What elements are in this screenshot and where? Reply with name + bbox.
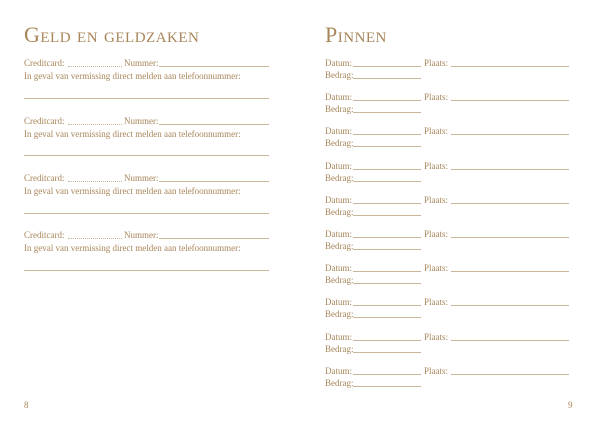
loss-instruction: In geval van vermissing direct melden aan telefoonnummer:	[24, 243, 241, 253]
bedrag-label: Bedrag:	[325, 344, 354, 354]
nummer-label: Nummer:	[124, 230, 159, 240]
plaats-label: Plaats:	[424, 297, 448, 307]
plaats-label: Plaats:	[424, 263, 448, 273]
bedrag-field[interactable]	[353, 283, 421, 284]
bedrag-field[interactable]	[353, 386, 421, 387]
creditcard-label: Creditcard:	[24, 173, 65, 183]
plaats-field[interactable]	[451, 374, 569, 375]
creditcard-label: Creditcard:	[24, 116, 65, 126]
plaats-field[interactable]	[451, 169, 569, 170]
plaats-label: Plaats:	[424, 161, 448, 171]
page-number: 8	[24, 400, 29, 410]
datum-field[interactable]	[353, 305, 421, 306]
bedrag-label: Bedrag:	[325, 138, 354, 148]
bedrag-field[interactable]	[353, 215, 421, 216]
loss-instruction: In geval van vermissing direct melden aan telefoonnummer:	[24, 186, 241, 196]
plaats-label: Plaats:	[424, 58, 448, 68]
phone-number-field[interactable]	[24, 213, 269, 214]
nummer-label: Nummer:	[124, 58, 159, 68]
datum-label: Datum:	[325, 263, 352, 273]
datum-label: Datum:	[325, 92, 352, 102]
page-number: 9	[568, 400, 573, 410]
plaats-field[interactable]	[451, 134, 569, 135]
bedrag-label: Bedrag:	[325, 70, 354, 80]
plaats-field[interactable]	[451, 66, 569, 67]
datum-field[interactable]	[353, 374, 421, 375]
plaats-label: Plaats:	[424, 366, 448, 376]
bedrag-label: Bedrag:	[325, 275, 354, 285]
nummer-label: Nummer:	[124, 173, 159, 183]
plaats-label: Plaats:	[424, 126, 448, 136]
creditcard-field[interactable]	[68, 181, 122, 182]
plaats-label: Plaats:	[424, 195, 448, 205]
datum-label: Datum:	[325, 297, 352, 307]
plaats-field[interactable]	[451, 203, 569, 204]
page-title: Pinnen	[325, 22, 387, 47]
bedrag-label: Bedrag:	[325, 207, 354, 217]
datum-label: Datum:	[325, 366, 352, 376]
bedrag-field[interactable]	[353, 249, 421, 250]
datum-field[interactable]	[353, 237, 421, 238]
datum-label: Datum:	[325, 58, 352, 68]
datum-label: Datum:	[325, 161, 352, 171]
datum-field[interactable]	[353, 340, 421, 341]
datum-field[interactable]	[353, 271, 421, 272]
datum-label: Datum:	[325, 332, 352, 342]
datum-label: Datum:	[325, 195, 352, 205]
nummer-field[interactable]	[159, 238, 269, 239]
plaats-label: Plaats:	[424, 332, 448, 342]
datum-field[interactable]	[353, 203, 421, 204]
nummer-field[interactable]	[159, 66, 269, 67]
nummer-field[interactable]	[159, 124, 269, 125]
datum-label: Datum:	[325, 126, 352, 136]
bedrag-label: Bedrag:	[325, 309, 354, 319]
creditcard-label: Creditcard:	[24, 230, 65, 240]
right-page	[300, 0, 600, 425]
nummer-label: Nummer:	[124, 116, 159, 126]
phone-number-field[interactable]	[24, 155, 269, 156]
creditcard-field[interactable]	[68, 238, 122, 239]
plaats-field[interactable]	[451, 271, 569, 272]
page-title: Geld en geldzaken	[24, 22, 200, 47]
loss-instruction: In geval van vermissing direct melden aan telefoonnummer:	[24, 71, 241, 81]
bedrag-label: Bedrag:	[325, 378, 354, 388]
datum-field[interactable]	[353, 169, 421, 170]
plaats-field[interactable]	[451, 100, 569, 101]
creditcard-label: Creditcard:	[24, 58, 65, 68]
creditcard-field[interactable]	[68, 124, 122, 125]
nummer-field[interactable]	[159, 181, 269, 182]
datum-label: Datum:	[325, 229, 352, 239]
plaats-label: Plaats:	[424, 229, 448, 239]
plaats-field[interactable]	[451, 237, 569, 238]
bedrag-label: Bedrag:	[325, 173, 354, 183]
bedrag-field[interactable]	[353, 146, 421, 147]
creditcard-field[interactable]	[68, 66, 122, 67]
bedrag-field[interactable]	[353, 352, 421, 353]
bedrag-field[interactable]	[353, 181, 421, 182]
bedrag-field[interactable]	[353, 112, 421, 113]
phone-number-field[interactable]	[24, 98, 269, 99]
datum-field[interactable]	[353, 134, 421, 135]
bedrag-field[interactable]	[353, 78, 421, 79]
loss-instruction: In geval van vermissing direct melden aan telefoonnummer:	[24, 129, 241, 139]
bedrag-label: Bedrag:	[325, 241, 354, 251]
bedrag-field[interactable]	[353, 317, 421, 318]
phone-number-field[interactable]	[24, 270, 269, 271]
datum-field[interactable]	[353, 100, 421, 101]
plaats-field[interactable]	[451, 340, 569, 341]
datum-field[interactable]	[353, 66, 421, 67]
plaats-label: Plaats:	[424, 92, 448, 102]
bedrag-label: Bedrag:	[325, 104, 354, 114]
plaats-field[interactable]	[451, 305, 569, 306]
